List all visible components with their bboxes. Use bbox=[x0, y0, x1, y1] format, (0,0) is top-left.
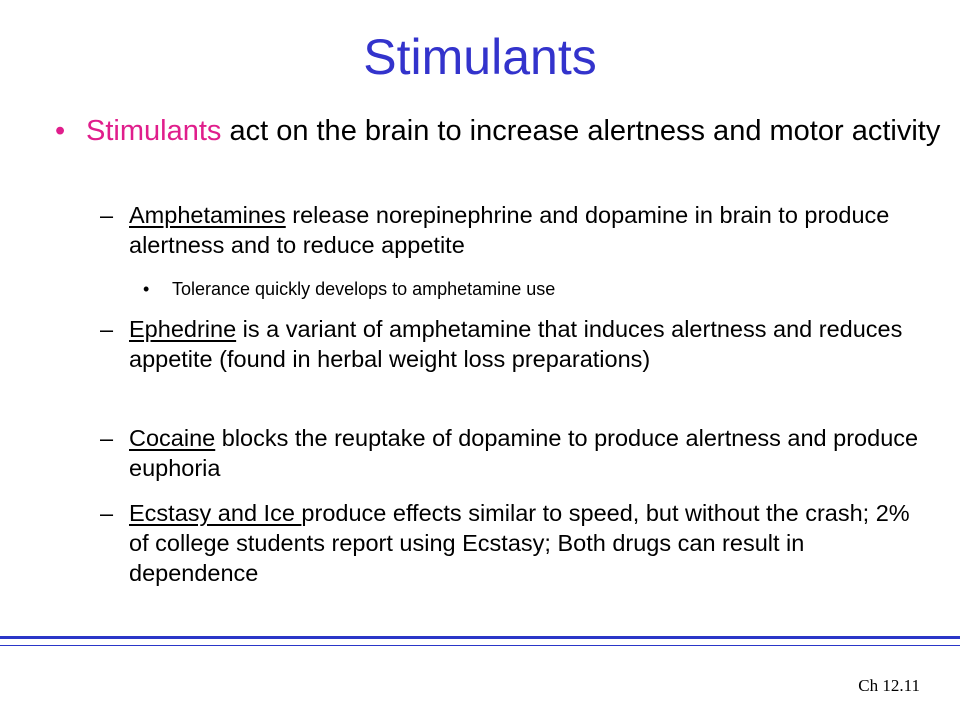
sub-bullet-marker: – bbox=[100, 500, 114, 526]
sub-bullet-marker: – bbox=[100, 202, 114, 228]
sub-bullet-term: Amphetamines bbox=[129, 202, 286, 228]
slide-number: Ch 12.11 bbox=[858, 676, 920, 695]
main-bullet-marker: • bbox=[55, 115, 66, 147]
sub-bullet-marker: – bbox=[100, 425, 114, 451]
sub-bullet-body: blocks the reuptake of dopamine to produce alertness and produce euphoria bbox=[129, 425, 919, 481]
slide-title: Stimulants bbox=[363, 29, 597, 85]
sub-bullet-term: Ecstasy and Ice bbox=[129, 500, 302, 526]
sub-bullet-amphetamines bbox=[100, 200, 920, 260]
sub-bullet-text bbox=[100, 498, 920, 588]
sub-sub-bullet bbox=[143, 277, 923, 301]
sub-bullet-text bbox=[100, 200, 920, 260]
sub-bullet-body: release norepinephrine and dopamine in brain to produce alertness and to reduce appetite bbox=[129, 202, 890, 258]
sub-bullet-cocaine bbox=[100, 423, 920, 483]
footer-rule-thin bbox=[0, 645, 960, 646]
main-bullet-body: act on the brain to increase alertness and motor activity bbox=[221, 115, 941, 147]
sub-bullet-text bbox=[100, 314, 920, 374]
footer-rule-thick bbox=[0, 636, 960, 639]
sub-bullet-body: is a variant of amphetamine that induces alertness and reduces appetite (found in herbal weight loss preparations) bbox=[129, 316, 903, 372]
sub-bullet-term: Cocaine bbox=[129, 425, 216, 451]
main-bullet-text bbox=[55, 112, 945, 150]
sub-bullet-body: produce effects similar to speed, but without the crash; 2% of college students report using Ecstasy; Both drugs can result in dependence bbox=[129, 500, 910, 586]
sub-bullet-marker: – bbox=[100, 316, 114, 342]
sub-sub-bullet-marker: • bbox=[143, 279, 150, 299]
sub-bullet-term: Ephedrine bbox=[129, 316, 237, 342]
sub-bullet-ephedrine bbox=[100, 314, 920, 374]
main-bullet bbox=[55, 112, 945, 150]
sub-bullet-text bbox=[100, 423, 920, 483]
sub-bullet-ecstasy bbox=[100, 498, 920, 588]
main-bullet-highlight: Stimulants bbox=[86, 115, 222, 147]
sub-sub-bullet-text: Tolerance quickly develops to amphetamine use bbox=[172, 279, 556, 299]
